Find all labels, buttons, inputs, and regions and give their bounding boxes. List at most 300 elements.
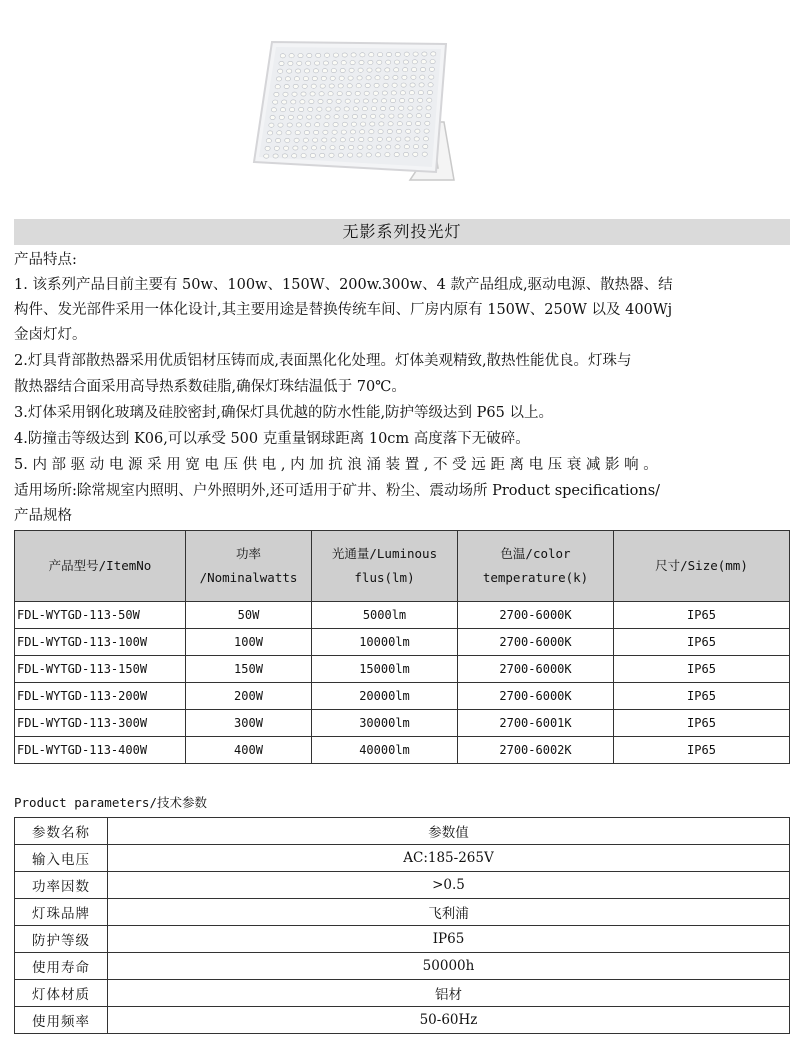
param-value: 飞利浦	[108, 899, 790, 926]
led-dot	[396, 137, 401, 141]
led-dot	[375, 76, 380, 80]
led-dot	[419, 83, 424, 87]
led-dot	[407, 114, 412, 118]
led-dot	[286, 131, 291, 135]
table-row	[15, 980, 790, 1007]
led-dot	[271, 108, 276, 112]
led-dot	[276, 138, 281, 142]
table-cell: FDL-WYTGD-113-100W	[15, 629, 186, 656]
led-dot	[341, 130, 346, 134]
param-value: 铝材	[108, 980, 790, 1007]
led-dot	[387, 129, 392, 133]
led-dot	[299, 107, 304, 111]
table-cell: 2700-6000K	[458, 629, 614, 656]
led-dot	[425, 121, 430, 125]
feature-line: 1. 该系列产品目前主要有 50w、100w、150W、200w.300w、4 款产品组成,驱动电源、散热器、结	[14, 277, 673, 293]
led-dot	[422, 152, 427, 156]
led-dot	[342, 122, 347, 126]
led-dot	[378, 53, 383, 57]
led-dot	[269, 123, 274, 127]
led-dot	[406, 122, 411, 126]
table-row	[15, 737, 790, 764]
led-dot	[396, 129, 401, 133]
table-row	[15, 845, 790, 872]
led-dot	[385, 153, 390, 157]
led-dot	[390, 106, 395, 110]
params-table	[14, 817, 790, 1034]
led-dot	[351, 53, 356, 57]
led-dot	[369, 130, 374, 134]
led-dot	[332, 61, 337, 65]
led-dot	[405, 137, 410, 141]
led-dot	[322, 138, 327, 142]
param-name: 防护等级	[15, 926, 108, 953]
led-dot	[295, 131, 300, 135]
table-cell: IP65	[614, 656, 790, 683]
col-header: 光通量/Luminous flus(lm)	[312, 531, 458, 602]
led-dot	[399, 106, 404, 110]
led-dot	[383, 83, 388, 87]
led-dot	[349, 68, 354, 72]
table-row	[15, 899, 790, 926]
led-dot	[386, 52, 391, 56]
led-dot	[336, 99, 341, 103]
led-dot	[350, 130, 355, 134]
led-dot	[296, 123, 301, 127]
led-dot	[279, 115, 284, 119]
led-dot	[338, 84, 343, 88]
led-dot	[376, 153, 381, 157]
led-dot	[386, 145, 391, 149]
led-dot	[307, 53, 312, 57]
led-dot	[280, 108, 285, 112]
led-dot	[358, 68, 363, 72]
params-caption: Product parameters/技术参数	[14, 795, 207, 810]
led-dot	[409, 98, 414, 102]
feature-line: 散热器结合面采用高导热系数硅脂,确保灯珠结温低于 70℃。	[14, 379, 406, 395]
table-row	[15, 818, 790, 845]
led-dot	[287, 69, 292, 73]
led-dot	[352, 114, 357, 118]
led-dot	[264, 154, 269, 158]
led-dot	[296, 69, 301, 73]
led-dot	[357, 76, 362, 80]
floodlight-icon	[232, 30, 472, 195]
param-name: 使用频率	[15, 1007, 108, 1034]
param-name: 灯体材质	[15, 980, 108, 1007]
led-dot	[431, 52, 436, 56]
table-cell: 2700-6000K	[458, 656, 614, 683]
led-dot	[354, 99, 359, 103]
led-dot	[418, 91, 423, 95]
led-dot	[426, 106, 431, 110]
led-dot	[367, 68, 372, 72]
table-cell: FDL-WYTGD-113-150W	[15, 656, 186, 683]
table-cell: FDL-WYTGD-113-400W	[15, 737, 186, 764]
led-dot	[424, 129, 429, 133]
led-dot	[325, 115, 330, 119]
led-dot	[429, 67, 434, 71]
led-dot	[348, 153, 353, 157]
led-dot	[369, 53, 374, 57]
led-dot	[273, 100, 278, 104]
table-cell: FDL-WYTGD-113-200W	[15, 683, 186, 710]
led-dot	[312, 76, 317, 80]
led-dot	[413, 152, 418, 156]
led-dot	[349, 138, 354, 142]
param-name: 参数名称	[15, 818, 108, 845]
led-dot	[316, 53, 321, 57]
table-cell: IP65	[614, 737, 790, 764]
led-dot	[417, 106, 422, 110]
led-dot	[359, 137, 364, 141]
led-dot	[427, 98, 432, 102]
led-dot	[302, 84, 307, 88]
table-cell: IP65	[614, 683, 790, 710]
led-dot	[319, 92, 324, 96]
table-cell: 5000lm	[312, 602, 458, 629]
led-dot	[282, 100, 287, 104]
table-row	[15, 656, 790, 683]
led-dot	[345, 99, 350, 103]
led-dot	[398, 114, 403, 118]
led-dot	[304, 130, 309, 134]
led-dot	[361, 114, 366, 118]
led-dot	[279, 61, 284, 65]
table-cell: IP65	[614, 710, 790, 737]
led-dot	[377, 60, 382, 64]
led-dot	[320, 84, 325, 88]
feature-line: 3.灯体采用钢化玻璃及硅胶密封,确保灯具优越的防水性能,防护等级达到 P65 以上。	[14, 405, 553, 421]
spec-table-header	[15, 531, 790, 602]
led-dot	[311, 146, 316, 150]
led-dot	[368, 137, 373, 141]
led-dot	[301, 92, 306, 96]
led-dot	[360, 130, 365, 134]
table-row	[15, 953, 790, 980]
led-dot	[376, 145, 381, 149]
led-dot	[389, 114, 394, 118]
led-dot	[342, 53, 347, 57]
param-value: IP65	[108, 926, 790, 953]
led-dot	[301, 154, 306, 158]
led-dot	[364, 91, 369, 95]
led-dot	[306, 123, 311, 127]
led-dot	[423, 137, 428, 141]
led-dot	[324, 123, 329, 127]
table-cell: 40000lm	[312, 737, 458, 764]
led-dot	[344, 107, 349, 111]
led-dot	[362, 107, 367, 111]
led-dot	[277, 131, 282, 135]
led-dot	[304, 69, 309, 73]
led-dot	[404, 145, 409, 149]
led-dot	[313, 138, 318, 142]
features-heading: 产品特点:	[14, 252, 77, 268]
table-cell: IP65	[614, 629, 790, 656]
led-dot	[265, 146, 270, 150]
col-header: 尺寸/Size(mm)	[614, 531, 790, 602]
led-dot	[376, 68, 381, 72]
feature-line: 适用场所:除常规室内照明、户外照明外,还可适用于矿井、粉尘、震动场所 Product specifications/	[14, 483, 661, 499]
led-dot	[409, 91, 414, 95]
spec-table	[14, 530, 790, 764]
led-dot	[298, 54, 303, 58]
led-dot	[268, 131, 273, 135]
led-dot	[428, 83, 433, 87]
led-dot	[400, 98, 405, 102]
led-dot	[372, 99, 377, 103]
led-dot	[361, 122, 366, 126]
table-row	[15, 629, 790, 656]
led-dot	[395, 52, 400, 56]
table-cell: 200W	[186, 683, 312, 710]
led-dot	[266, 139, 271, 143]
led-dot	[343, 115, 348, 119]
led-dot	[413, 52, 418, 56]
led-dot	[322, 69, 327, 73]
led-dot	[332, 130, 337, 134]
led-dot	[306, 61, 311, 65]
led-dot	[408, 106, 413, 110]
param-value: 50-60Hz	[108, 1007, 790, 1034]
table-row	[15, 926, 790, 953]
led-dot	[303, 77, 308, 81]
led-dot	[381, 99, 386, 103]
table-row	[15, 1007, 790, 1034]
led-dot	[330, 146, 335, 150]
led-dot	[367, 145, 372, 149]
led-dot	[278, 123, 283, 127]
table-row	[15, 602, 790, 629]
led-dot	[288, 115, 293, 119]
led-dot	[373, 91, 378, 95]
led-dot	[403, 152, 408, 156]
led-dot	[378, 130, 383, 134]
led-dot	[318, 99, 323, 103]
led-dot	[422, 52, 427, 56]
table-cell: 50W	[186, 602, 312, 629]
led-dot	[292, 92, 297, 96]
table-cell: 100W	[186, 629, 312, 656]
led-dot	[341, 61, 346, 65]
led-dot	[307, 115, 312, 119]
led-dot	[382, 91, 387, 95]
col-header: 产品型号/ItemNo	[15, 531, 186, 602]
led-dot	[347, 84, 352, 88]
led-dot	[394, 152, 399, 156]
led-dot	[406, 129, 411, 133]
led-dot	[317, 107, 322, 111]
led-dot	[275, 85, 280, 89]
led-dot	[414, 137, 419, 141]
led-dot	[335, 107, 340, 111]
param-value: AC:185-265V	[108, 845, 790, 872]
led-dot	[400, 91, 405, 95]
led-dot	[327, 99, 332, 103]
led-dot	[316, 115, 321, 119]
led-dot	[403, 60, 408, 64]
product-title: 无影系列投光灯	[14, 219, 790, 245]
led-dot	[391, 91, 396, 95]
led-dot	[374, 83, 379, 87]
led-dot	[356, 84, 361, 88]
col-header: 功率 /Nominalwatts	[186, 531, 312, 602]
led-dot	[293, 146, 298, 150]
led-dot	[333, 122, 338, 126]
table-row	[15, 872, 790, 899]
led-dot	[420, 75, 425, 79]
led-dot	[370, 122, 375, 126]
table-cell: 2700-6002K	[458, 737, 614, 764]
led-dot	[278, 69, 283, 73]
feature-line: 构件、发光部件采用一体化设计,其主要用途是替换传统车间、厂房内原有 150W、250W 以及 400Wj	[14, 302, 673, 318]
led-dot	[381, 106, 386, 110]
led-dot	[346, 91, 351, 95]
led-dot	[289, 54, 294, 58]
led-dot	[288, 61, 293, 65]
table-cell: 2700-6000K	[458, 683, 614, 710]
led-dot	[390, 99, 395, 103]
led-dot	[430, 60, 435, 64]
led-dot	[314, 130, 319, 134]
led-dot	[274, 92, 279, 96]
feature-line: 5. 内 部 驱 动 电 源 采 用 宽 电 压 供 电 , 内 加 抗 浪 涌 装 置 , 不 受 远 距 离 电 压 衰 减 影 响 。	[14, 457, 658, 473]
table-cell: 20000lm	[312, 683, 458, 710]
led-dot	[292, 154, 297, 158]
led-dot	[384, 76, 389, 80]
led-dot	[353, 107, 358, 111]
led-dot	[385, 68, 390, 72]
table-row	[15, 683, 790, 710]
led-dot	[363, 99, 368, 103]
led-dot	[415, 129, 420, 133]
led-dot	[404, 52, 409, 56]
led-dot	[371, 114, 376, 118]
led-dot	[331, 138, 336, 142]
led-dot	[365, 83, 370, 87]
led-dot	[308, 107, 313, 111]
led-dot	[348, 76, 353, 80]
led-dot	[420, 67, 425, 71]
led-dot	[311, 84, 316, 88]
led-dot	[416, 114, 421, 118]
led-dot	[315, 123, 320, 127]
led-dot	[282, 154, 287, 158]
param-value: 50000h	[108, 953, 790, 980]
table-cell: FDL-WYTGD-113-50W	[15, 602, 186, 629]
table-row	[15, 710, 790, 737]
led-dot	[310, 92, 315, 96]
led-dot	[290, 108, 295, 112]
led-dot	[298, 115, 303, 119]
param-name: 灯珠品牌	[15, 899, 108, 926]
led-dot	[276, 77, 281, 81]
table-cell: 30000lm	[312, 710, 458, 737]
led-dot	[379, 122, 384, 126]
led-dot	[397, 122, 402, 126]
led-dot	[294, 77, 299, 81]
led-dot	[351, 122, 356, 126]
led-dot	[427, 90, 432, 94]
led-dot	[291, 100, 296, 104]
led-dot	[377, 137, 382, 141]
param-value: 参数值	[108, 818, 790, 845]
led-dot	[380, 114, 385, 118]
param-name: 输入电压	[15, 845, 108, 872]
led-dot	[338, 153, 343, 157]
led-dot	[330, 76, 335, 80]
led-dot	[412, 60, 417, 64]
led-dot	[358, 145, 363, 149]
led-dot	[368, 60, 373, 64]
led-dot	[313, 69, 318, 73]
led-dot	[285, 77, 290, 81]
led-dot	[416, 121, 421, 125]
led-dot	[349, 145, 354, 149]
led-dot	[283, 92, 288, 96]
led-dot	[355, 91, 360, 95]
led-dot	[273, 154, 278, 158]
led-dot	[309, 100, 314, 104]
led-dot	[280, 54, 285, 58]
led-dot	[423, 144, 428, 148]
led-dot	[339, 145, 344, 149]
led-dot	[333, 53, 338, 57]
table-cell: 10000lm	[312, 629, 458, 656]
led-dot	[386, 60, 391, 64]
led-dot	[331, 69, 336, 73]
led-dot	[270, 115, 275, 119]
led-dot	[395, 145, 400, 149]
feature-line: 金卤灯灯。	[14, 327, 87, 343]
param-value: >0.5	[108, 872, 790, 899]
led-dot	[388, 122, 393, 126]
led-dot	[284, 146, 289, 150]
feature-line: 产品规格	[14, 508, 72, 524]
led-dot	[410, 83, 415, 87]
table-cell: 400W	[186, 737, 312, 764]
led-dot	[287, 123, 292, 127]
led-dot	[425, 114, 430, 118]
led-dot	[323, 130, 328, 134]
feature-line: 4.防撞击等级达到 K06,可以承受 500 克重量钢球距离 10cm 高度落下无破碎。	[14, 431, 530, 447]
led-dot	[321, 76, 326, 80]
feature-line: 2.灯具背部散热器采用优质铝材压铸而成,表面黑化化处理。灯体美观精致,散热性能优良。灯珠与	[14, 353, 632, 369]
led-dot	[403, 68, 408, 72]
led-dot	[421, 60, 426, 64]
led-dot	[323, 61, 328, 65]
led-dot	[334, 115, 339, 119]
param-name: 使用寿命	[15, 953, 108, 980]
led-dot	[366, 76, 371, 80]
table-cell: 2700-6001K	[458, 710, 614, 737]
led-dot	[412, 68, 417, 72]
led-dot	[294, 138, 299, 142]
product-image	[232, 30, 472, 195]
led-dot	[393, 75, 398, 79]
led-dot	[302, 146, 307, 150]
led-dot	[310, 153, 315, 157]
led-dot	[300, 100, 305, 104]
led-dot	[274, 146, 279, 150]
led-dot	[329, 84, 334, 88]
led-dot	[366, 153, 371, 157]
led-dot	[284, 84, 289, 88]
led-dot	[320, 153, 325, 157]
led-dot	[321, 146, 326, 150]
led-dot	[386, 137, 391, 141]
